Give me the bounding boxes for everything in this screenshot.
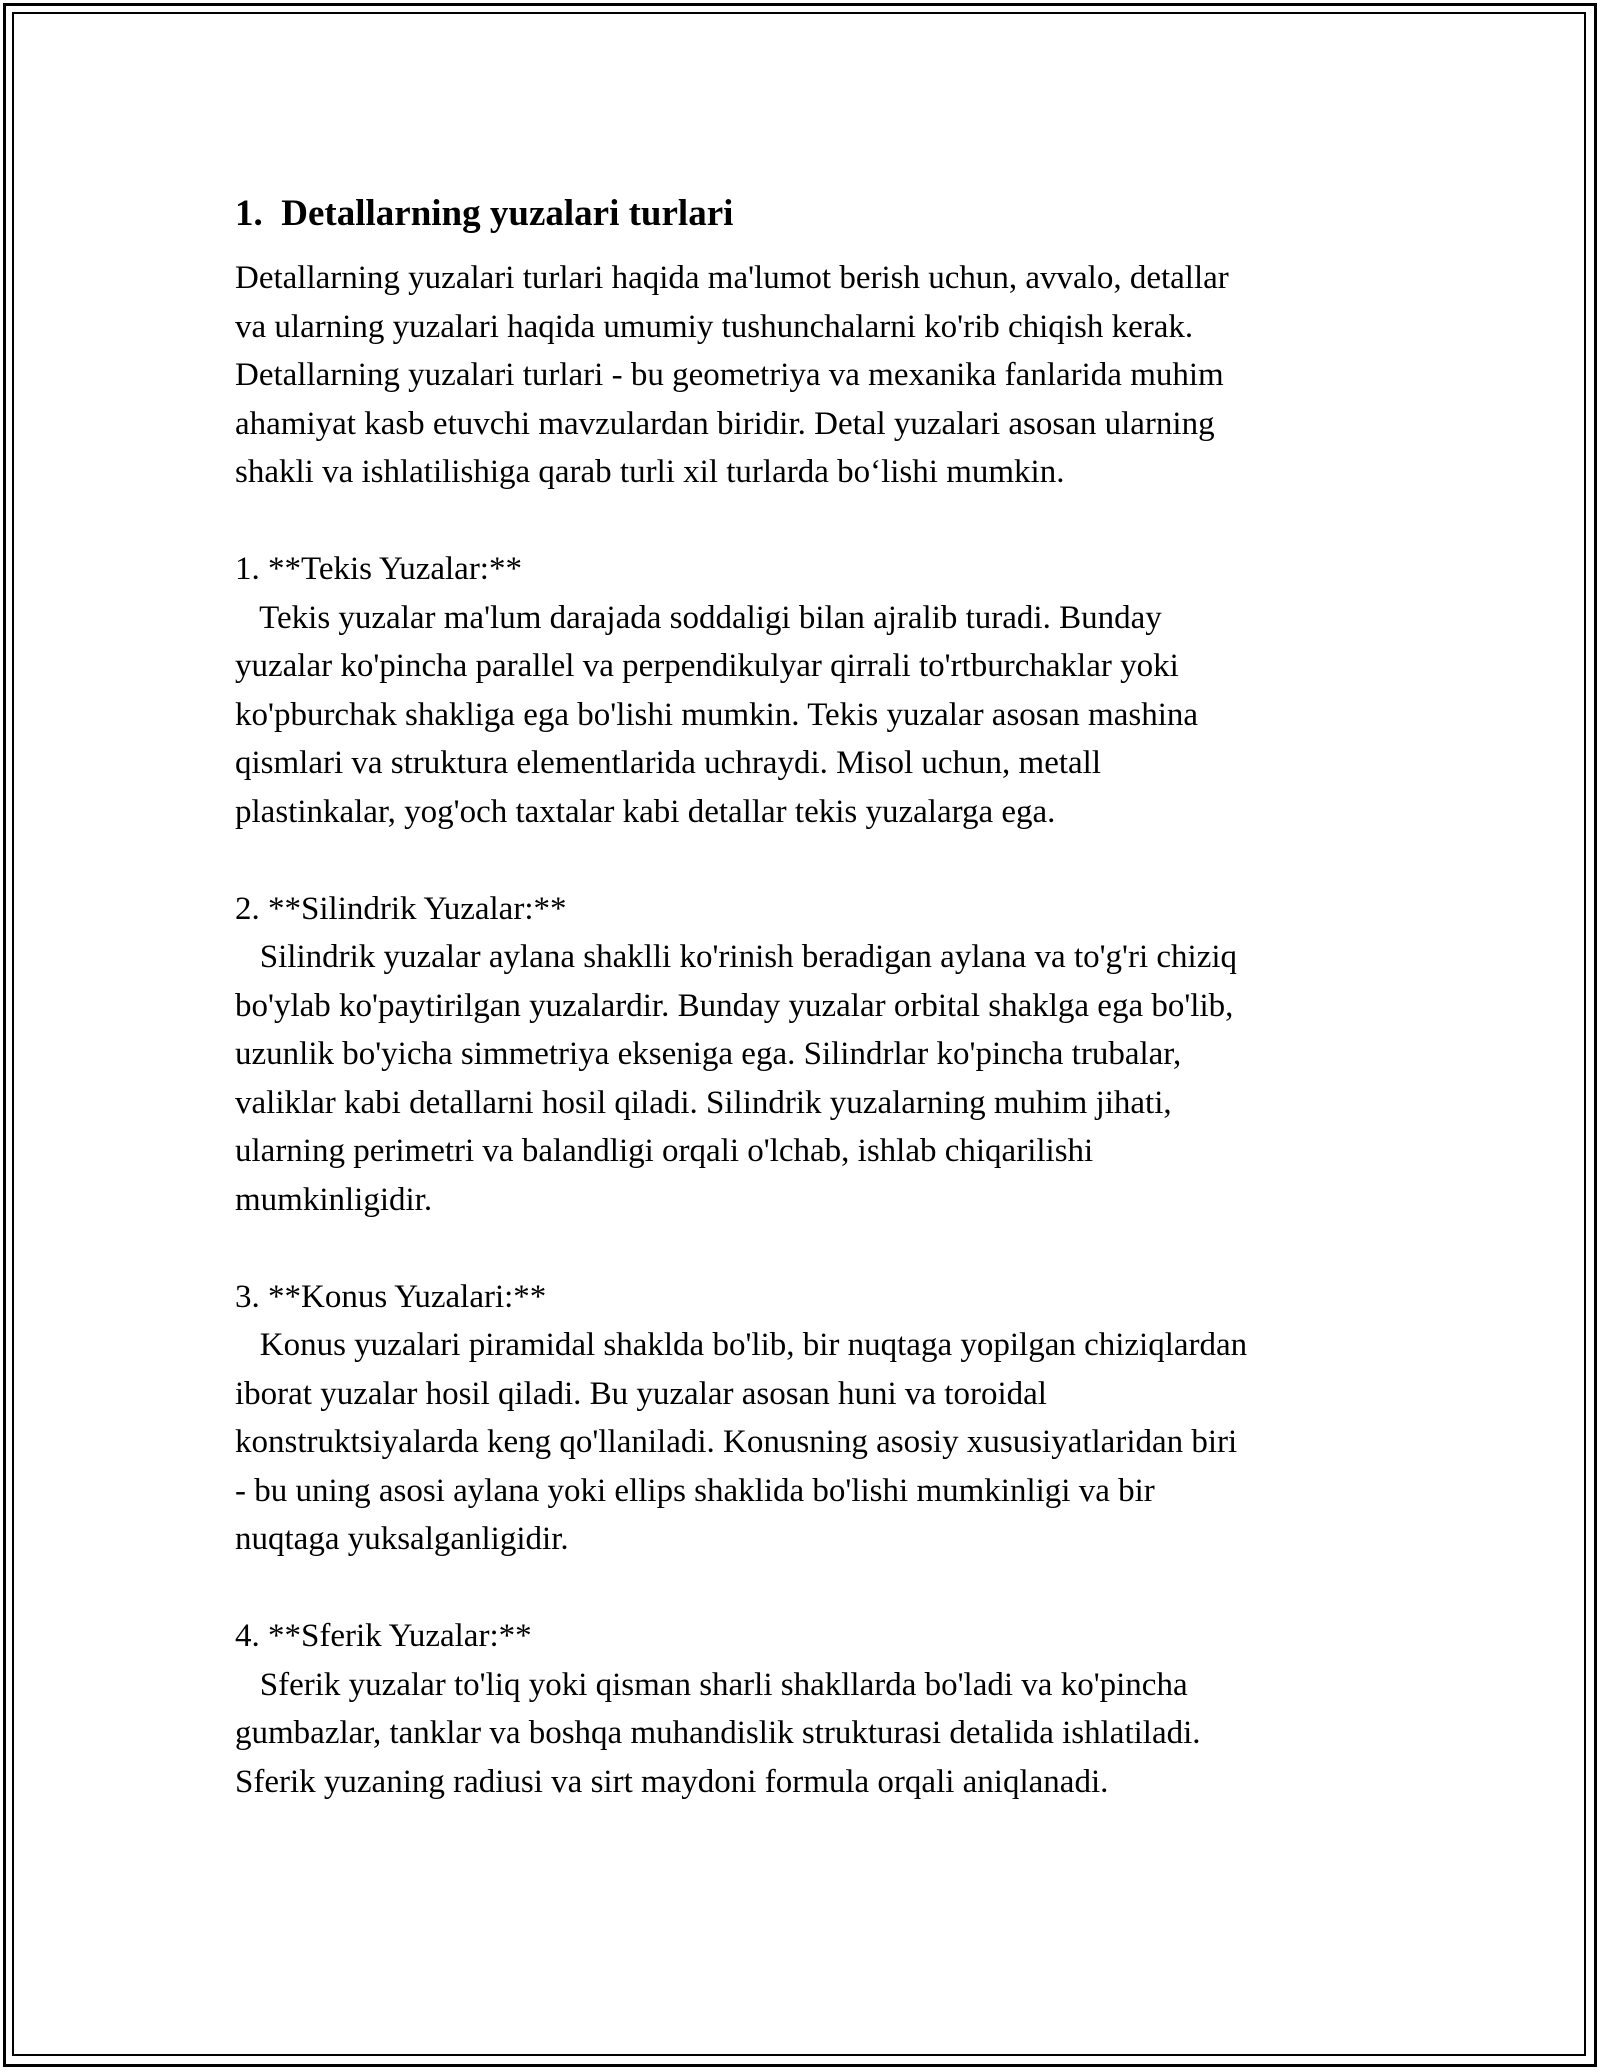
text-line: ahamiyat kasb etuvchi mavzulardan biridir. Detal yuzalari asosan ularning: [235, 405, 1215, 442]
document-body: [235, 186, 1375, 1806]
list-item-body: [235, 933, 1375, 1224]
list-item-body: [235, 594, 1375, 837]
text-line: uzunlik bo'yicha simmetriya ekseniga ega. Silindrlar ko'pincha trubalar,: [235, 1036, 1182, 1072]
list-item-title: 4. **Sferik Yuzalar:**: [235, 1618, 532, 1654]
list-item-konus-yuzalari: [235, 1273, 1375, 1564]
text-line: valiklar kabi detallarni hosil qiladi. Silindrik yuzalarning muhim jihati,: [235, 1084, 1172, 1121]
text-line: Konus yuzalari piramidal shaklda bo'lib, bir nuqtaga yopilgan chiziqlardan: [235, 1327, 1248, 1363]
text-line: - bu uning asosi aylana yoki ellips shaklida bo'lishi mumkinligi va bir: [235, 1472, 1155, 1509]
text-line: gumbazlar, tanklar va boshqa muhandislik strukturasi detalida ishlatiladi.: [235, 1715, 1201, 1751]
text-line: Tekis yuzalar ma'lum darajada soddaligi bilan ajralib turadi. Bunday: [235, 599, 1162, 636]
text-line: Silindrik yuzalar aylana shaklli ko'rinish beradigan aylana va to'g'ri chiziq: [235, 939, 1238, 975]
text-line: plastinkalar, yog'och taxtalar kabi detallar tekis yuzalarga ega.: [235, 793, 1056, 830]
list-item-title: 3. **Konus Yuzalari:**: [235, 1278, 547, 1315]
section-heading: 1. Detallarning yuzalari turlari: [235, 193, 734, 234]
list-item-title: 1. **Tekis Yuzalar:**: [235, 551, 522, 587]
list-item-body: [235, 1321, 1375, 1564]
list-item-title: 2. **Silindrik Yuzalar:**: [235, 890, 567, 927]
text-line: mumkinligidir.: [235, 1181, 433, 1218]
text-line: Detallarning yuzalari turlari - bu geometriya va mexanika fanlarida muhim: [235, 357, 1224, 393]
text-line: Sferik yuzalar to'liq yoki qisman sharli shakllarda bo'ladi va ko'pincha: [235, 1666, 1188, 1703]
list-item-sferik-yuzalar: [235, 1612, 1375, 1806]
text-line: qismlari va struktura elementlarida uchraydi. Misol uchun, metall: [235, 745, 1102, 781]
list-item-tekis-yuzalar: [235, 545, 1375, 836]
list-item-silindrik-yuzalar: [235, 885, 1375, 1225]
text-line: Detallarning yuzalari turlari haqida ma'lumot berish uchun, avvalo, detallar: [235, 260, 1229, 296]
text-line: shakli va ishlatilishiga qarab turli xil turlarda bo‘lishi mumkin.: [235, 454, 1065, 490]
intro-paragraph: [235, 254, 1375, 497]
text-line: ularning perimetri va balandligi orqali o'lchab, ishlab chiqarilishi: [235, 1133, 1094, 1169]
text-line: bo'ylab ko'paytirilgan yuzalardir. Bunday yuzalar orbital shaklga ega bo'lib,: [235, 987, 1234, 1024]
text-line: yuzalar ko'pincha parallel va perpendikulyar qirrali to'rtburchaklar yoki: [235, 648, 1179, 684]
list-item-body: [235, 1661, 1375, 1807]
text-line: iborat yuzalar hosil qiladi. Bu yuzalar asosan huni va toroidal: [235, 1375, 1047, 1412]
text-line: konstruktsiyalarda keng qo'llaniladi. Konusning asosiy xususiyatlaridan biri: [235, 1424, 1238, 1460]
text-line: ko'pburchak shakliga ega bo'lishi mumkin. Tekis yuzalar asosan mashina: [235, 696, 1199, 733]
text-line: nuqtaga yuksalganligidir.: [235, 1521, 569, 1557]
text-line: Sferik yuzaning radiusi va sirt maydoni formula orqali aniqlanadi.: [235, 1763, 1109, 1800]
text-line: va ularning yuzalari haqida umumiy tushunchalarni ko'rib chiqish kerak.: [235, 308, 1194, 345]
